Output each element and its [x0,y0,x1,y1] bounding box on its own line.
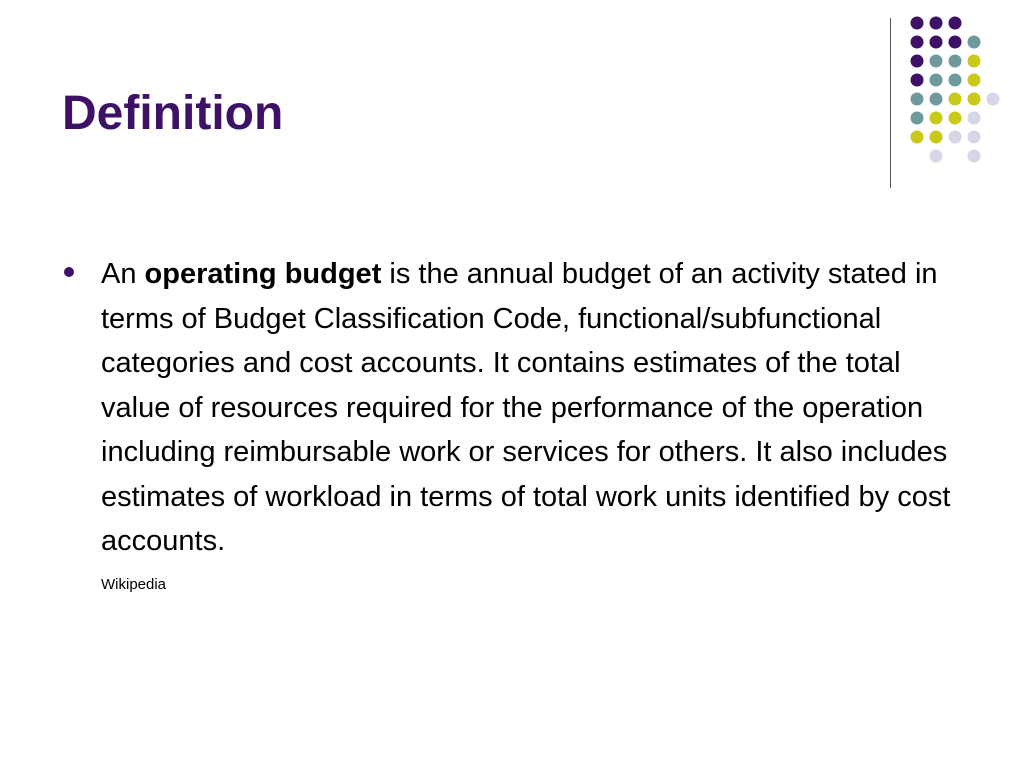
dot-purple [949,36,962,49]
dot-teal [930,55,943,68]
dot-teal [911,112,924,125]
dot-yellow [949,112,962,125]
dot-teal [930,93,943,106]
dot-lavender [987,93,1000,106]
dot-yellow [968,55,981,68]
dot-purple [911,74,924,87]
dot-teal [930,74,943,87]
dot-yellow [968,74,981,87]
bullet-lead: An [101,258,145,290]
dot-lavender [949,131,962,144]
dot-lavender [968,112,981,125]
dot-yellow [930,131,943,144]
dot-yellow [968,93,981,106]
dot-teal [911,93,924,106]
dot-purple [911,55,924,68]
dot-yellow [911,131,924,144]
dot-purple [911,36,924,49]
dot-lavender [968,131,981,144]
bullet-body: is the annual budget of an activity stated in terms of Budget Classification Code, functional/subfunctional categories and cost accounts. It contains estimates of the total value of resources required for the performance of the operation including reimbursable work or services for others. It also includes estimates of workload in terms of total work units identified by cost accounts. [101,258,951,557]
source-citation: Wikipedia [101,575,167,593]
title-divider [890,18,891,188]
dot-purple [911,17,924,30]
dot-grid-graphic [900,10,1020,170]
slide-title: Definition [62,87,284,140]
dot-yellow [930,112,943,125]
dot-purple [930,17,943,30]
dot-teal [949,55,962,68]
dot-yellow [949,93,962,106]
bullet-dot-icon [64,267,74,277]
bullet-text [101,252,954,564]
dot-purple [949,17,962,30]
slide-content [64,252,954,596]
bullet-term: operating budget [144,258,382,290]
dot-teal [949,74,962,87]
dot-lavender [968,150,981,163]
dot-lavender [930,150,943,163]
dot-grid-icon [900,10,1020,170]
dot-purple [930,36,943,49]
dot-teal [968,36,981,49]
bullet-item [64,252,954,564]
